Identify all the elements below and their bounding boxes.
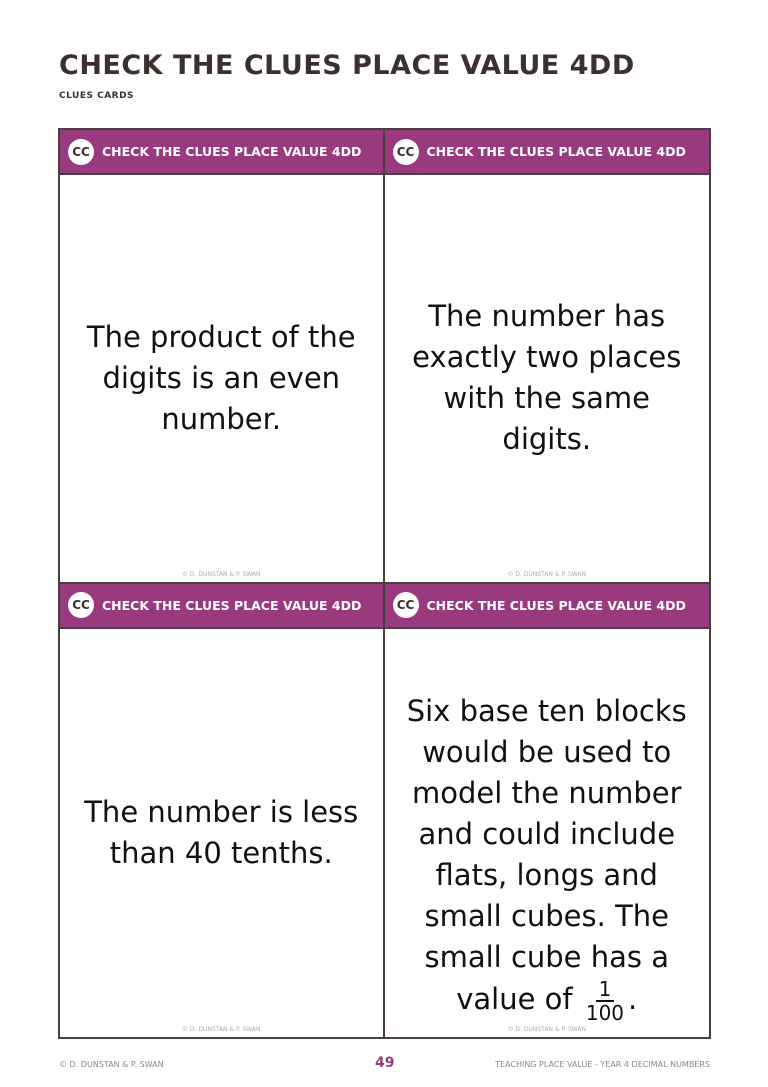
clue-text: The number is less than 40 tenths.: [84, 794, 359, 870]
clue-card: [60, 130, 385, 584]
clue-card: [385, 584, 710, 1038]
card-header-text: CHECK THE CLUES PLACE VALUE 4DD: [426, 144, 686, 159]
cc-badge-icon: CC: [68, 592, 94, 618]
fraction: [586, 978, 624, 1024]
card-copyright: © D. DUNSTAN & P. SWAN: [182, 570, 261, 578]
card-copyright: © D. DUNSTAN & P. SWAN: [507, 1026, 586, 1033]
footer-book-title: TEACHING PLACE VALUE - YEAR 4 DECIMAL NUMBERS: [495, 1060, 710, 1069]
card-clue-text: [385, 629, 710, 1038]
clue-text: The number has exactly two places with the same digits.: [412, 299, 682, 457]
footer-copyright: © D. DUNSTAN & P. SWAN: [59, 1060, 164, 1069]
card-copyright: © D. DUNSTAN & P. SWAN: [182, 1026, 261, 1033]
clue-text: Six base ten blocks would be used to model the number and could include flats, longs and small cubes. The small cube has a value of: [406, 694, 687, 1017]
card-header: [385, 584, 710, 629]
clue-card: [60, 584, 385, 1038]
card-header: [60, 584, 383, 629]
page-title: CHECK THE CLUES PLACE VALUE 4DD: [59, 50, 635, 81]
card-clue-text: [60, 629, 383, 1038]
card-copyright: © D. DUNSTAN & P. SWAN: [507, 570, 586, 578]
card-header: [60, 130, 383, 175]
card-clue-text: [60, 175, 383, 582]
clue-card: [385, 130, 710, 584]
page-subtitle: CLUES CARDS: [59, 91, 135, 101]
card-header-text: CHECK THE CLUES PLACE VALUE 4DD: [426, 597, 686, 613]
cc-badge-icon: CC: [68, 139, 94, 165]
clue-end: .: [628, 982, 638, 1017]
clue-text: The product of the digits is an even number.: [86, 319, 356, 436]
card-header: [385, 130, 710, 175]
card-clue-text: [385, 175, 710, 582]
card-header-text: CHECK THE CLUES PLACE VALUE 4DD: [102, 144, 362, 159]
cc-badge-icon: CC: [393, 592, 419, 618]
cc-badge-icon: CC: [393, 139, 419, 165]
clue-cards-grid: [58, 128, 711, 1039]
page-number: 49: [375, 1055, 395, 1071]
fraction-numerator: 1: [596, 978, 615, 1002]
card-header-text: CHECK THE CLUES PLACE VALUE 4DD: [102, 597, 362, 613]
fraction-denominator: 100: [585, 1001, 625, 1026]
